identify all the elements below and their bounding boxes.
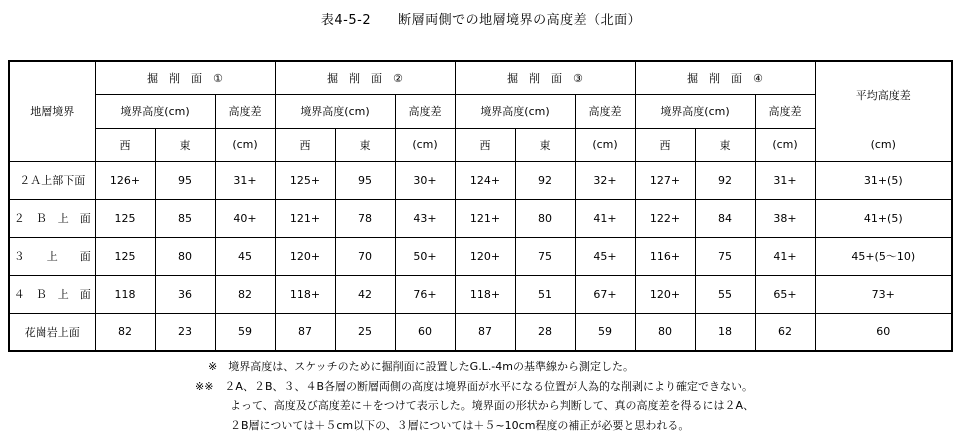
pit-1-unit: (cm)	[215, 128, 275, 161]
table-row	[9, 313, 952, 351]
value-cell: 121+	[455, 199, 515, 237]
value-cell: 122+	[635, 199, 695, 237]
avg-header: 平均高度差	[815, 61, 952, 128]
value-cell: 92	[695, 161, 755, 199]
pit-4-west-header: 西	[635, 128, 695, 161]
value-cell: 80	[635, 313, 695, 351]
value-cell: 40+	[215, 199, 275, 237]
value-cell: 41+	[755, 237, 815, 275]
value-cell: 70	[335, 237, 395, 275]
table-row	[9, 275, 952, 313]
value-cell: 116+	[635, 237, 695, 275]
value-cell: 42	[335, 275, 395, 313]
value-cell: 18	[695, 313, 755, 351]
value-cell: 118	[95, 275, 155, 313]
value-cell: 32+	[575, 161, 635, 199]
avg-cell: 41+(5)	[815, 199, 952, 237]
pit-2-height-diff-header: 高度差	[395, 94, 455, 128]
pit-2-unit: (cm)	[395, 128, 455, 161]
value-cell: 87	[455, 313, 515, 351]
value-cell: 126+	[95, 161, 155, 199]
value-cell: 118+	[455, 275, 515, 313]
value-cell: 23	[155, 313, 215, 351]
pit-3-unit: (cm)	[575, 128, 635, 161]
value-cell: 67+	[575, 275, 635, 313]
footnote: ※ 境界高度は、スケッチのために掘削面に設置したG.L.-4mの基準線から測定した。	[208, 360, 634, 373]
value-cell: 55	[695, 275, 755, 313]
table-row	[9, 237, 952, 275]
value-cell: 65+	[755, 275, 815, 313]
value-cell: 36	[155, 275, 215, 313]
pit-2-header: 掘 削 面 ②	[275, 61, 455, 94]
layer-cell: 花崗岩上面	[9, 313, 95, 351]
value-cell: 45	[215, 237, 275, 275]
value-cell: 60	[395, 313, 455, 351]
value-cell: 28	[515, 313, 575, 351]
footnote: よって、高度及び高度差に＋をつけて表示した。境界面の形状から判断して、真の高度差を得るには２A、	[208, 399, 755, 412]
value-cell: 30+	[395, 161, 455, 199]
value-cell: 82	[215, 275, 275, 313]
table-row	[9, 199, 952, 237]
pit-3-boundary-height-header: 境界高度(cm)	[455, 94, 575, 128]
value-cell: 125	[95, 199, 155, 237]
value-cell: 120+	[275, 237, 335, 275]
value-cell: 31+	[755, 161, 815, 199]
pit-1-header: 掘 削 面 ①	[95, 61, 275, 94]
pit-1-boundary-height-header: 境界高度(cm)	[95, 94, 215, 128]
value-cell: 80	[515, 199, 575, 237]
avg-cell: 31+(5)	[815, 161, 952, 199]
value-cell: 118+	[275, 275, 335, 313]
value-cell: 124+	[455, 161, 515, 199]
value-cell: 43+	[395, 199, 455, 237]
value-cell: 25	[335, 313, 395, 351]
value-cell: 59	[215, 313, 275, 351]
value-cell: 41+	[575, 199, 635, 237]
avg-cell: 45+(5～10)	[815, 237, 952, 275]
value-cell: 51	[515, 275, 575, 313]
pit-1-east-header: 東	[155, 128, 215, 161]
layer-cell: ４ Ｂ 上 面	[9, 275, 95, 313]
pit-4-east-header: 東	[695, 128, 755, 161]
value-cell: 120+	[635, 275, 695, 313]
value-cell: 59	[575, 313, 635, 351]
value-cell: 75	[695, 237, 755, 275]
value-cell: 87	[275, 313, 335, 351]
pit-2-west-header: 西	[275, 128, 335, 161]
value-cell: 38+	[755, 199, 815, 237]
value-cell: 50+	[395, 237, 455, 275]
layer-cell: ３ 上 面	[9, 237, 95, 275]
value-cell: 84	[695, 199, 755, 237]
value-cell: 45+	[575, 237, 635, 275]
value-cell: 80	[155, 237, 215, 275]
footnote: ２B層については＋５cm以下の、３層については＋５~10cm程度の補正が必要と思われる。	[208, 418, 690, 432]
height-difference-table	[8, 60, 953, 352]
layer-cell: ２ Ｂ 上 面	[9, 199, 95, 237]
avg-cell: 60	[815, 313, 952, 351]
value-cell: 95	[335, 161, 395, 199]
value-cell: 82	[95, 313, 155, 351]
pit-1-height-diff-header: 高度差	[215, 94, 275, 128]
pit-3-east-header: 東	[515, 128, 575, 161]
page-title: 表4-5-2 断層両側での地層境界の高度差（北面）	[320, 13, 642, 28]
value-cell: 76+	[395, 275, 455, 313]
value-cell: 127+	[635, 161, 695, 199]
value-cell: 95	[155, 161, 215, 199]
value-cell: 62	[755, 313, 815, 351]
avg-cell: 73+	[815, 275, 952, 313]
value-cell: 125+	[275, 161, 335, 199]
value-cell: 92	[515, 161, 575, 199]
value-cell: 85	[155, 199, 215, 237]
value-cell: 125	[95, 237, 155, 275]
pit-3-header: 掘 削 面 ③	[455, 61, 635, 94]
value-cell: 78	[335, 199, 395, 237]
value-cell: 31+	[215, 161, 275, 199]
pit-2-boundary-height-header: 境界高度(cm)	[275, 94, 395, 128]
table-row	[9, 161, 952, 199]
value-cell: 120+	[455, 237, 515, 275]
value-cell: 75	[515, 237, 575, 275]
footnotes	[195, 357, 755, 435]
pit-2-east-header: 東	[335, 128, 395, 161]
pit-4-height-diff-header: 高度差	[755, 94, 815, 128]
pit-4-header: 掘 削 面 ④	[635, 61, 815, 94]
pit-4-boundary-height-header: 境界高度(cm)	[635, 94, 755, 128]
pit-1-west-header: 西	[95, 128, 155, 161]
footnote: ※※ ２A、２B、３、４B各層の断層両側の高度は境界面が水平になる位置が人為的な削剥により確定できない。	[195, 379, 754, 393]
pit-3-height-diff-header: 高度差	[575, 94, 635, 128]
avg-unit: (cm)	[815, 128, 952, 161]
pit-4-unit: (cm)	[755, 128, 815, 161]
layer-cell: ２Ａ上部下面	[9, 161, 95, 199]
value-cell: 121+	[275, 199, 335, 237]
pit-3-west-header: 西	[455, 128, 515, 161]
layer-header: 地層境界	[9, 61, 95, 161]
